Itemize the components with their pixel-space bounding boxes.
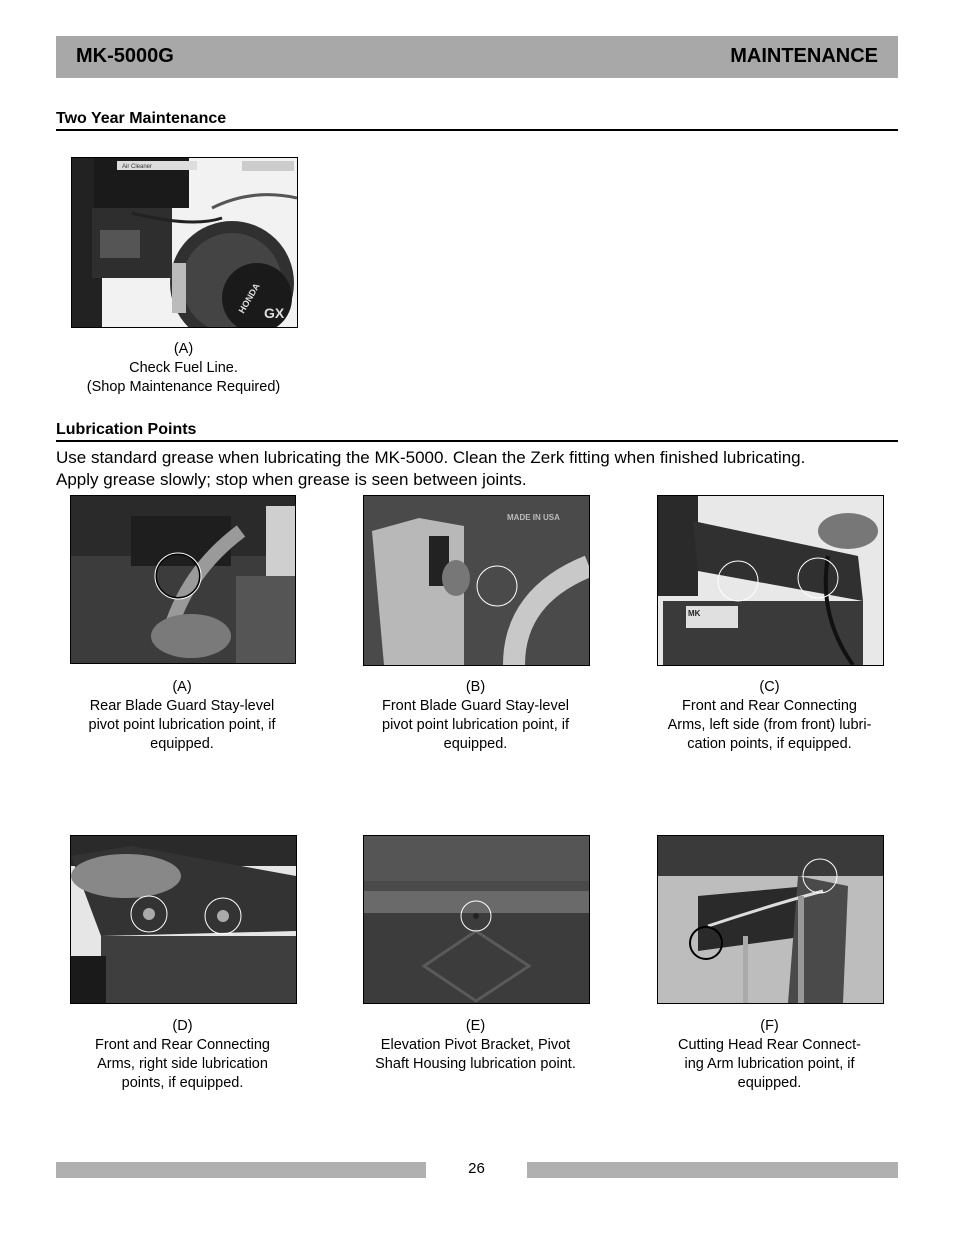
caption-line: Front and Rear Connecting	[682, 698, 857, 714]
paragraph-line: Apply grease slowly; stop when grease is seen between joints.	[56, 470, 527, 489]
lubrication-points-heading: Lubrication Points	[56, 421, 898, 442]
footer-bar-right	[527, 1162, 898, 1178]
air-cleaner-text: Air Cleaner	[122, 164, 153, 170]
caption-line: Front and Rear Connecting	[95, 1037, 270, 1053]
caption-d	[70, 1017, 295, 1093]
lubrication-paragraph	[56, 447, 898, 491]
caption-line: Elevation Pivot Bracket, Pivot	[380, 1037, 571, 1053]
mk-logo-text: MK	[688, 609, 701, 618]
caption-line: pivot point lubrication point, if	[382, 717, 569, 733]
caption-c	[652, 678, 887, 754]
caption-line: Shaft Housing lubrication point.	[375, 1056, 576, 1072]
header-bar	[56, 36, 898, 78]
caption-line: cation points, if equipped.	[687, 736, 852, 752]
caption-line: Arms, right side lubrication	[97, 1056, 268, 1072]
fuel-line-photo	[71, 157, 298, 328]
two-year-maintenance-heading: Two Year Maintenance	[56, 110, 898, 131]
caption-b	[363, 678, 588, 754]
gx-text: GX	[264, 305, 285, 321]
caption-e	[358, 1017, 593, 1074]
lubrication-photo-a	[70, 495, 296, 664]
caption-line: (Shop Maintenance Required)	[86, 379, 281, 395]
caption-f	[652, 1017, 887, 1093]
caption-line: Cutting Head Rear Connect-	[678, 1037, 861, 1053]
lubrication-photo-b	[363, 495, 590, 666]
caption-line: equipped.	[150, 736, 214, 752]
caption-label: (A)	[173, 341, 194, 357]
caption-label: (E)	[465, 1018, 486, 1034]
made-in-usa-text: MADE IN USA	[507, 513, 560, 522]
caption-label: (A)	[172, 679, 192, 695]
caption-line: Check Fuel Line.	[129, 360, 238, 376]
caption-line: points, if equipped.	[121, 1075, 244, 1091]
honda-text: HONDA	[236, 281, 262, 316]
lubrication-photo-c	[657, 495, 884, 666]
caption-line: Rear Blade Guard Stay-level	[89, 698, 275, 714]
caption-label: (D)	[172, 1018, 193, 1034]
model-title: MK-5000G	[76, 45, 174, 67]
lubrication-photo-f	[657, 835, 884, 1004]
caption-a	[70, 678, 294, 754]
lubrication-photo-e	[363, 835, 590, 1004]
caption-label: (C)	[759, 679, 780, 695]
caption-line: equipped.	[443, 736, 508, 752]
caption-label: (B)	[465, 679, 486, 695]
caption-line: pivot point lubrication point, if	[88, 717, 276, 733]
footer-bar-left	[56, 1162, 426, 1178]
caption-line: equipped.	[737, 1075, 802, 1091]
lubrication-photo-d	[70, 835, 297, 1004]
paragraph-line: Use standard grease when lubricating the MK-5000. Clean the Zerk fitting when finished lubricating.	[56, 448, 806, 467]
caption-line: Front Blade Guard Stay-level	[382, 698, 569, 714]
two-year-caption	[71, 340, 296, 397]
caption-label: (F)	[760, 1018, 779, 1034]
page-number: 26	[468, 1160, 485, 1177]
caption-line: Arms, left side (from front) lubri-	[667, 717, 872, 733]
section-title: MAINTENANCE	[730, 45, 878, 67]
caption-line: ing Arm lubrication point, if	[684, 1056, 855, 1072]
